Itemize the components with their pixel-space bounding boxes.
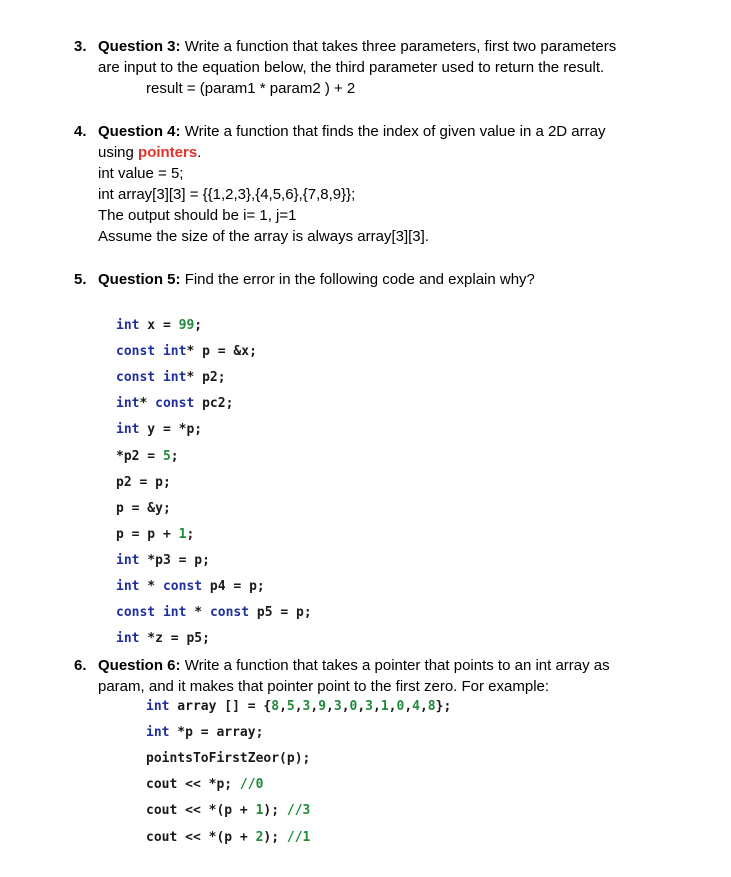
q6-code-token: //3 xyxy=(286,803,311,819)
q6-code-token: 3 xyxy=(333,699,342,714)
q6-text2: param, and it makes that pointer point to the first zero. For example: xyxy=(98,678,550,695)
q6-code-token: , xyxy=(279,699,287,714)
q5-code-token: int xyxy=(116,422,140,438)
q5-code-token: p5 = p; xyxy=(249,605,312,621)
q5-code-token: *z = p5; xyxy=(139,631,210,647)
q4-pointers-keyword: pointers xyxy=(138,144,198,161)
q5-code-line xyxy=(116,500,171,518)
q6-code-token: array [] = { xyxy=(169,699,272,714)
q6-code-token: , xyxy=(419,699,428,714)
q5-code-token: * xyxy=(139,579,163,594)
q4-text2-pre: using xyxy=(98,144,139,161)
q6-code-token: ); xyxy=(263,829,287,845)
q5-code-line xyxy=(116,578,265,596)
q6-code-token: }; xyxy=(435,699,452,714)
q5-code-token: const xyxy=(155,396,195,412)
q6-code-token: //0 xyxy=(239,777,264,793)
q4-line4: int array[3][3] = {{1,2,3},{4,5,6},{7,8,9}}; xyxy=(98,186,356,203)
q5-code-token: const int xyxy=(116,605,187,621)
q5-code-token: * p = &x; xyxy=(186,344,257,360)
q6-code-token: *p = array; xyxy=(169,725,264,741)
q5-code-line xyxy=(116,421,202,439)
q6-code-token: 8 xyxy=(271,699,280,714)
q5-code-line xyxy=(116,604,312,622)
q6-code-line xyxy=(146,829,310,847)
q6-code-token: 3 xyxy=(365,699,373,714)
q4-line6: Assume the size of the array is always array[3][3]. xyxy=(98,228,429,245)
q6-code-token: , xyxy=(357,699,366,714)
q6-code-line xyxy=(146,776,263,794)
q6-code-token: , xyxy=(310,699,319,714)
q6-code-token: pointsToFirstZeor(p); xyxy=(146,751,311,767)
q5-number: 5. xyxy=(74,271,87,288)
q5-code-line xyxy=(116,630,210,648)
q5-code-token: ; xyxy=(170,448,179,464)
q5-code-token: p4 = p; xyxy=(202,579,265,594)
q6-code-line xyxy=(146,698,451,716)
q5-code-token: x = xyxy=(139,318,179,333)
q6-code-token: 3 xyxy=(302,699,311,714)
q4-line3: int value = 5; xyxy=(98,165,184,182)
q5-code-line xyxy=(116,448,179,466)
q6-code-token: //1 xyxy=(286,829,311,845)
q6-code-line xyxy=(146,750,310,768)
q6-code-token: 0 xyxy=(349,699,358,714)
q6-code-token: int xyxy=(146,699,170,714)
q5-code-line xyxy=(116,474,171,492)
q3-label: Question 3: xyxy=(98,38,181,55)
q4-line2 xyxy=(98,143,201,163)
q6-code-token: , xyxy=(388,699,397,714)
q5-code-token: 1 xyxy=(178,526,187,542)
q5-code-token: int xyxy=(116,396,140,412)
q3-formula: result = (param1 * param2 ) + 2 xyxy=(146,80,356,97)
q6-code-token: , xyxy=(404,699,413,714)
q5-code-token: int xyxy=(116,318,140,333)
q5-code-token: *p3 = p; xyxy=(139,552,210,568)
q5-code-token: pc2; xyxy=(194,396,234,412)
q6-code-token: ); xyxy=(263,803,287,819)
q6-code-token: 9 xyxy=(318,699,327,714)
q5-code-token: int xyxy=(116,631,140,647)
q5-code-token: ; xyxy=(186,526,195,542)
q4-number: 4. xyxy=(74,123,87,140)
q6-code-token: cout << *(p + xyxy=(146,803,256,819)
q5-code-line xyxy=(116,552,210,570)
q6-label: Question 6: xyxy=(98,657,181,674)
q5-code-token: int xyxy=(116,579,140,594)
q5-code-token: * xyxy=(186,605,210,621)
q4-line1 xyxy=(98,122,605,142)
q6-code-token: 8 xyxy=(427,699,436,714)
q6-code-token: 2 xyxy=(255,829,264,845)
q6-code-token: 0 xyxy=(396,699,405,714)
q3-number: 3. xyxy=(74,38,87,55)
q3-text1: Write a function that takes three parameters, first two parameters xyxy=(184,38,617,55)
q6-code-token: int xyxy=(146,725,170,741)
q5-code-token: * p2; xyxy=(186,370,226,386)
q4-text2-post: . xyxy=(197,144,202,161)
q5-code-token: ; xyxy=(194,318,203,333)
q6-text1: Write a function that takes a pointer that points to an int array as xyxy=(184,657,610,674)
q6-code-token: cout << *p; xyxy=(146,777,240,793)
q6-number: 6. xyxy=(74,657,87,674)
q5-code-line xyxy=(116,343,257,361)
q6-code-token: 1 xyxy=(380,699,389,714)
q6-code-token: cout << *(p + xyxy=(146,829,256,845)
q5-text: Find the error in the following code and explain why? xyxy=(184,271,535,288)
q5-label: Question 5: xyxy=(98,271,181,288)
q4-line5: The output should be i= 1, j=1 xyxy=(98,207,297,224)
q4-label: Question 4: xyxy=(98,123,181,140)
q3-text2: are input to the equation below, the third parameter used to return the result. xyxy=(98,59,605,76)
q5-line1 xyxy=(98,270,535,290)
q5-code-token: p2 = p; xyxy=(116,474,171,490)
q3-line1 xyxy=(98,37,616,57)
q5-code-line xyxy=(116,317,202,335)
q5-code-token: 99 xyxy=(178,318,195,333)
q6-code-token: , xyxy=(326,699,334,714)
q5-code-token: * xyxy=(139,396,156,412)
q6-code-token: 5 xyxy=(286,699,295,714)
q5-code-token: int xyxy=(116,552,140,568)
q5-code-line xyxy=(116,369,226,387)
q5-code-token: p = p + xyxy=(116,526,179,542)
q5-code-token: const int xyxy=(116,344,187,360)
q5-code-line xyxy=(116,526,194,544)
q5-code-token: *p2 = xyxy=(116,448,163,464)
q5-code-token: const xyxy=(209,605,250,621)
q5-code-token: 5 xyxy=(162,448,171,464)
q6-code-token: , xyxy=(294,699,303,714)
q6-code-token: 4 xyxy=(412,699,420,714)
q6-code-token: , xyxy=(341,699,350,714)
q6-code-token: , xyxy=(373,699,381,714)
q5-code-token: const xyxy=(162,579,203,594)
q6-code-token: 1 xyxy=(255,803,264,819)
q5-code-token: p = &y; xyxy=(116,500,171,516)
q5-code-token: y = *p; xyxy=(139,422,203,438)
q6-code-line xyxy=(146,802,310,820)
q5-code-token: const int xyxy=(116,370,187,386)
q6-code-line xyxy=(146,724,263,742)
q5-code-line xyxy=(116,395,233,413)
q6-line1 xyxy=(98,656,610,676)
q4-text1: Write a function that finds the index of given value in a 2D array xyxy=(184,123,606,140)
